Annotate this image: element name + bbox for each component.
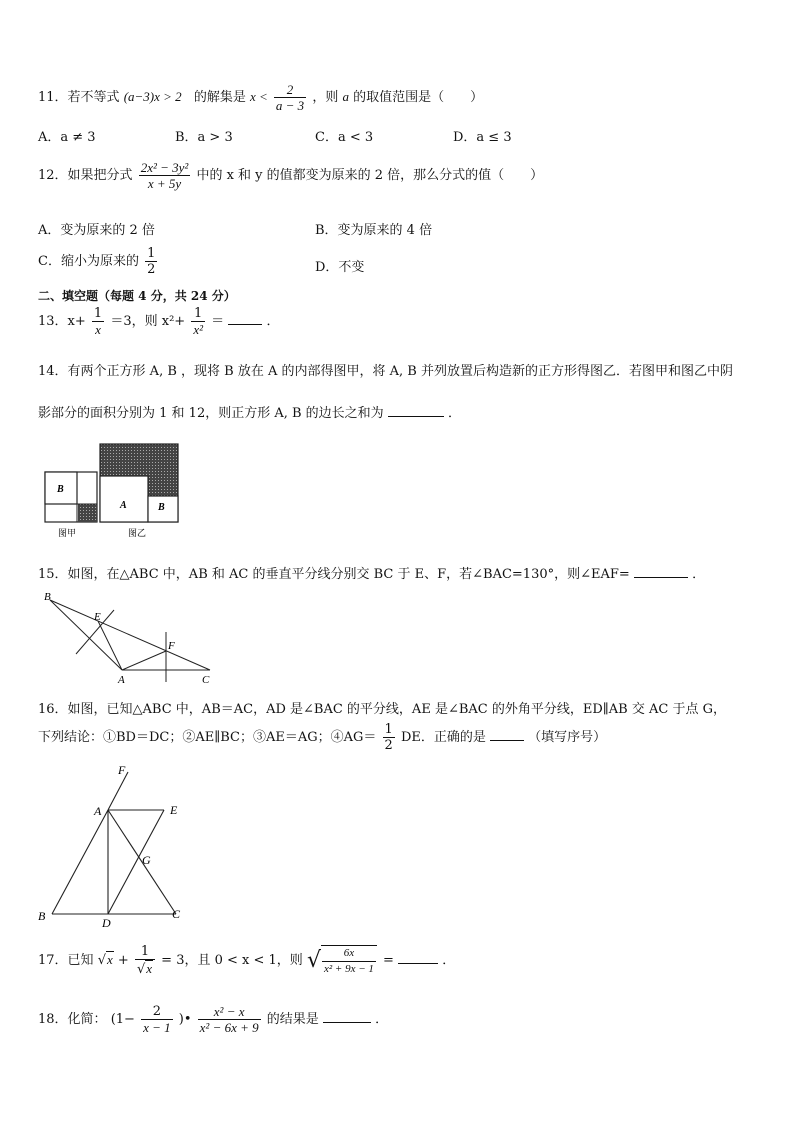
- sqrt-symbol: √: [97, 953, 106, 968]
- segment-af: [122, 651, 166, 670]
- q11-number: 11．若不等式: [38, 90, 120, 105]
- shaded-region-jia: [78, 504, 97, 522]
- q12-option-a[interactable]: A．变为原来的 2 倍: [38, 223, 155, 238]
- figure-jia: [45, 472, 97, 522]
- q16-line2: [38, 722, 606, 753]
- label-b-jia: B: [57, 484, 64, 495]
- q13-mid: ＝3，则 x²+: [110, 314, 186, 329]
- q14-end: ．: [447, 406, 461, 421]
- square-a-yi: [100, 476, 148, 522]
- label-e: E: [94, 611, 101, 623]
- q17-answer-blank[interactable]: [398, 951, 438, 964]
- q15-answer-blank[interactable]: [634, 565, 688, 578]
- q15-figure: [38, 588, 228, 686]
- label-a-yi: A: [120, 500, 127, 511]
- q15-end: ．: [692, 567, 706, 582]
- label-c: C: [202, 674, 210, 686]
- q16-line1: 16．如图，已知△ABC 中，AB＝AC，AD 是∠BAC 的平分线，AE 是∠BAC 的外角平分线，ED∥AB 交 AC 于点 G，: [38, 702, 726, 717]
- q17-fraction: $\frac{1}{√x}$: [135, 944, 155, 977]
- q17-radical-fraction: $\frac{6x}{\text{x² + 9x − 1}}$: [321, 945, 377, 977]
- q14-line1: 14．有两个正方形 A, B ，现将 B 放在 A 的内部得图甲，将 A, B 并列放置后构造新的正方形得图乙．若图甲和图乙中阴: [38, 364, 733, 379]
- q11-option-b[interactable]: B．a > 3: [175, 130, 233, 145]
- q13-end: ．: [266, 314, 280, 329]
- q18-answer-blank[interactable]: [323, 1010, 371, 1023]
- q17-condition: = 3，且 0 < x < 1，则: [161, 953, 303, 968]
- label-a: A: [118, 674, 125, 686]
- q11-mid2: ，则: [312, 90, 339, 105]
- q15-stem: [38, 563, 705, 582]
- label-c: C: [172, 907, 181, 921]
- q18-fraction-2: $\frac{\text{x² − x}}{\text{x² − 6x + 9}}$: [199, 1004, 259, 1035]
- segment-ab: [50, 600, 122, 670]
- label-g: G: [142, 853, 151, 867]
- q17-pre: 17．已知: [38, 953, 94, 968]
- q12-option-c[interactable]: [38, 246, 159, 277]
- q11-fraction: $\frac{2}{a - 3}$: [275, 82, 305, 113]
- q12-number: 12．如果把分式: [38, 168, 133, 183]
- label-b: B: [38, 909, 46, 923]
- label-a: A: [94, 804, 102, 818]
- sqrt-symbol-large: √: [306, 948, 321, 973]
- q14-answer-blank[interactable]: [388, 404, 444, 417]
- q13-answer-blank[interactable]: [228, 312, 262, 325]
- q16-line2-end: （填写序号）: [528, 730, 607, 745]
- q13-number: 13．x+: [38, 314, 86, 329]
- q17-end: ．: [442, 953, 456, 968]
- q11-stem: [38, 82, 483, 113]
- q13-fraction-2: $\frac{1}{\text{x²}}$: [193, 306, 203, 337]
- segment-ed: [108, 810, 164, 914]
- caption-jia: 图甲: [58, 529, 77, 539]
- q11-var: a: [342, 89, 349, 104]
- q12-option-b[interactable]: B．变为原来的 4 倍: [315, 223, 433, 238]
- q16-line2-pre: 下列结论：①BD＝DC；②AE∥BC；③AE＝AG；④AG＝: [38, 730, 377, 745]
- q11-x-lt: x <: [249, 89, 268, 104]
- q12-fraction: $\frac{\text{2x² − 3y²}}{x + 5y}$: [140, 160, 189, 191]
- q17-plus: +: [117, 953, 129, 968]
- label-e: E: [170, 803, 178, 817]
- q16-fraction: $\frac{1}{2}$: [384, 722, 393, 753]
- q11-option-c[interactable]: C．a < 3: [315, 130, 374, 145]
- q14-line2-text: 影部分的面积分别为 1 和 12，则正方形 A, B 的边长之和为: [38, 406, 384, 421]
- q18-fraction-1: $\frac{2}{x - 1}$: [143, 1004, 171, 1035]
- q13-fraction-1: $\frac{1}{x}$: [93, 306, 103, 337]
- segment-bc: [50, 600, 210, 670]
- q12-tail: 中的 x 和 y 的值都变为原来的 2 倍，那么分式的值（ ）: [196, 168, 544, 183]
- q11-tail: 的取值范围是（ ）: [353, 90, 484, 105]
- label-f: F: [168, 640, 175, 652]
- segment-ba: [52, 810, 108, 914]
- caption-yi: 图乙: [128, 529, 147, 539]
- q16-answer-blank[interactable]: [490, 728, 524, 741]
- q18-stem: [38, 1004, 388, 1035]
- label-b-yi: B: [158, 502, 165, 513]
- q13-tail: ＝: [211, 314, 225, 329]
- q17-sqrt-x: x: [106, 952, 113, 967]
- q11-inequality: (a−3)x > 2: [123, 89, 182, 104]
- q18-paren-close: )•: [178, 1012, 192, 1027]
- label-d: D: [102, 916, 111, 928]
- q17-eq: =: [383, 953, 394, 968]
- q12-option-c-text: C．缩小为原来的: [38, 254, 139, 269]
- q12-stem: [38, 160, 543, 191]
- q12-option-d[interactable]: D．不变: [315, 260, 365, 275]
- q11-option-d[interactable]: D．a ≤ 3: [453, 130, 512, 145]
- segment-ae: [98, 621, 122, 670]
- q18-pre: 18．化简：: [38, 1012, 107, 1027]
- q12-option-c-fraction: $\frac{1}{2}$: [147, 246, 156, 277]
- q11-option-a[interactable]: A．a ≠ 3: [38, 130, 96, 145]
- q16-line2-post: DE．正确的是: [400, 730, 486, 745]
- label-b: B: [44, 591, 51, 603]
- ray-af: [108, 772, 128, 810]
- label-f: F: [118, 763, 126, 777]
- q13-stem: [38, 306, 279, 337]
- q18-end: ．: [375, 1012, 389, 1027]
- q17-stem: [38, 944, 455, 977]
- q18-paren-open: (1−: [110, 1012, 135, 1027]
- figure-yi: [100, 444, 178, 522]
- q14-figure: [40, 440, 185, 540]
- q18-tail: 的结果是: [266, 1012, 319, 1027]
- q11-mid1: 的解集是: [193, 90, 246, 105]
- section-heading: 二、填空题（每题 4 分，共 24 分）: [38, 289, 236, 303]
- q15-text: 15．如图，在△ABC 中，AB 和 AC 的垂直平分线分别交 BC 于 E、F，若∠BAC=130°，则∠EAF=: [38, 567, 630, 582]
- q16-figure: [36, 758, 196, 928]
- q14-line2: [38, 402, 461, 421]
